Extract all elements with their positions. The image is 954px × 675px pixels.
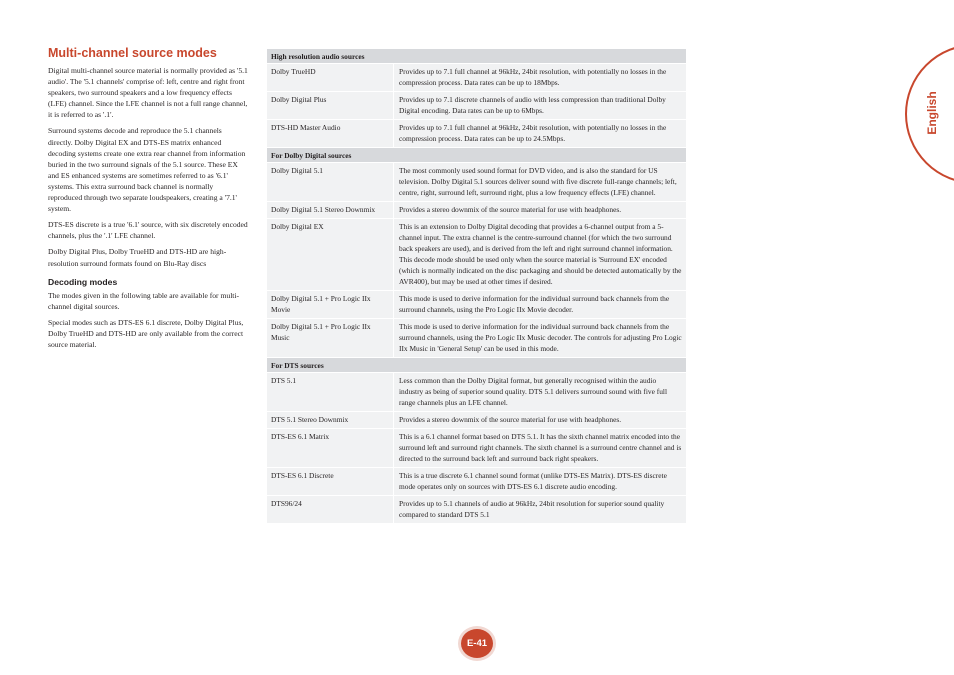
mode-description: Provides up to 7.1 full channel at 96kHz, 24bit resolution, with potentially no losses in the compression process. Data rates can be up to 24.5Mbps. [393, 120, 686, 147]
page-number-badge: E-41 [461, 629, 493, 658]
mode-description: Provides up to 7.1 full channel at 96kHz, 24bit resolution, with potentially no losses in the compression process. Data rates can be up to 18Mbps. [393, 64, 686, 91]
mode-name: Dolby Digital Plus [271, 95, 327, 104]
mode-name: Dolby TrueHD [271, 67, 316, 76]
mode-description: Provides a stereo downmix of the source material for use with headphones. [393, 202, 686, 218]
table-row [267, 291, 686, 319]
decoding-paragraph-2: Special modes such as DTS-ES 6.1 discrete, Dolby Digital Plus, Dolby TrueHD and DTS-HD are only available from the correct source material. [48, 317, 244, 349]
mode-description: This mode is used to derive information for the individual surround back channels from the surround channels, using the Pro Logic IIx Movie decoder. [393, 291, 686, 318]
mode-name: DTS-ES 6.1 Discrete [271, 471, 334, 480]
decoding-modes-heading: Decoding modes [48, 276, 118, 287]
mode-description: Provides up to 7.1 discrete channels of audio with less compression than traditional Dolby Digital encoding. Data rates can be up to 6Mbps. [393, 92, 686, 119]
mode-name: DTS 5.1 Stereo Downmix [271, 415, 349, 424]
mode-name: Dolby Digital 5.1 [271, 166, 323, 175]
table-row [267, 429, 686, 468]
decoding-paragraph-1: The modes given in the following table are available for multi-channel digital sources. [48, 290, 240, 311]
table-row [267, 163, 686, 202]
table-row [267, 319, 686, 358]
table-row [267, 120, 686, 148]
mode-description: This is a true discrete 6.1 channel sound format (unlike DTS-ES Matrix). DTS-ES discrete mode operates only on sources with DTS-ES 6.1 discrete audio encoding. [393, 468, 686, 495]
mode-name: Dolby Digital EX [271, 222, 324, 231]
mode-name: DTS-HD Master Audio [271, 123, 341, 132]
table-section-header: For DTS sources [267, 358, 686, 373]
intro-paragraph-3: DTS-ES discrete is a true '6.1' source, with six discretely encoded channels, plus the '.1' LFE channel. [48, 220, 248, 241]
table-row [267, 468, 686, 496]
table-row [267, 496, 686, 524]
mode-name: Dolby Digital 5.1 Stereo Downmix [271, 205, 376, 214]
table-row [267, 412, 686, 429]
mode-description: This mode is used to derive information for the individual surround back channels from the surround channels, using the Pro Logic IIx Music decoder. The controls for adjusting Pro Logic IIx Music in 'General Setup' can be used in this mode. [393, 319, 686, 357]
mode-name: DTS96/24 [271, 499, 302, 508]
intro-column [48, 46, 248, 355]
table-row [267, 373, 686, 412]
source-modes-table [267, 49, 686, 524]
mode-name: DTS-ES 6.1 Matrix [271, 432, 330, 441]
page-title: Multi-channel source modes [48, 46, 217, 60]
language-tab-label: English [925, 91, 939, 135]
table-row [267, 202, 686, 219]
intro-paragraph-1: Digital multi-channel source material is normally provided as '5.1 audio'. The '5.1 channels' comprise of: left, centre and right front speakers, two surround speakers and a low frequency effects (LFE) channel. Since the LFE channel is not a full range channel, it is referred to as '.1'. [48, 66, 248, 120]
mode-description: The most commonly used sound format for DVD video, and is also the standard for US television. Dolby Digital 5.1 sources deliver sound with five discrete full-range channels; left, centre, right, surround left, surround right, plus a low frequency effects (LFE) channel. [393, 163, 686, 201]
mode-description: Less common than the Dolby Digital format, but generally recognised within the audio industry as being of superior sound quality. DTS 5.1 delivers surround sound with five full range channels plus an LFE channel. [393, 373, 686, 411]
table-row [267, 64, 686, 92]
mode-description: This is an extension to Dolby Digital decoding that provides a 6-channel output from a 5-channel input. The extra channel is the centre-surround channel (for which the two surround back speakers are used), and is derived from the left and right surround channel information. This decode mode should be used only when the source material is 'Surround EX' encoded (which is normally indicated on the disc packaging and should be detected automatically by the AVR400), but may be used at other times if desired. [393, 219, 686, 290]
table-row [267, 219, 686, 291]
mode-description: Provides up to 5.1 channels of audio at 96kHz, 24bit resolution for superior sound quality compared to standard DTS 5.1 [393, 496, 686, 523]
table-row [267, 92, 686, 120]
mode-name: Dolby Digital 5.1 + Pro Logic IIx Movie [271, 294, 371, 314]
mode-description: This is a 6.1 channel format based on DTS 5.1. It has the sixth channel matrix encoded into the surround left and surround right channels. The sixth channel is a surround centre channel and is directed to the surround back left and surround back right speakers. [393, 429, 686, 467]
table-section-header: High resolution audio sources [267, 49, 686, 64]
intro-paragraph-4: Dolby Digital Plus, Dolby TrueHD and DTS-HD are high-resolution surround formats found on Blu-Ray discs [48, 247, 227, 268]
mode-name: Dolby Digital 5.1 + Pro Logic IIx Music [271, 322, 371, 342]
intro-paragraph-2: Surround systems decode and reproduce the 5.1 channels directly. Dolby Digital EX and DTS-ES matrix enhanced decoding systems create one extra rear channel from information buried in the two surround signals of the 5.1 source. These EX and ES enhanced systems are sometimes referred to as '6.1' systems. This extra surround back channel is normally reproduced through two separate loudspeakers, creating a '7.1' system. [48, 126, 246, 214]
table-section-header: For Dolby Digital sources [267, 148, 686, 163]
mode-name: DTS 5.1 [271, 376, 297, 385]
mode-description: Provides a stereo downmix of the source material for use with headphones. [393, 412, 686, 428]
